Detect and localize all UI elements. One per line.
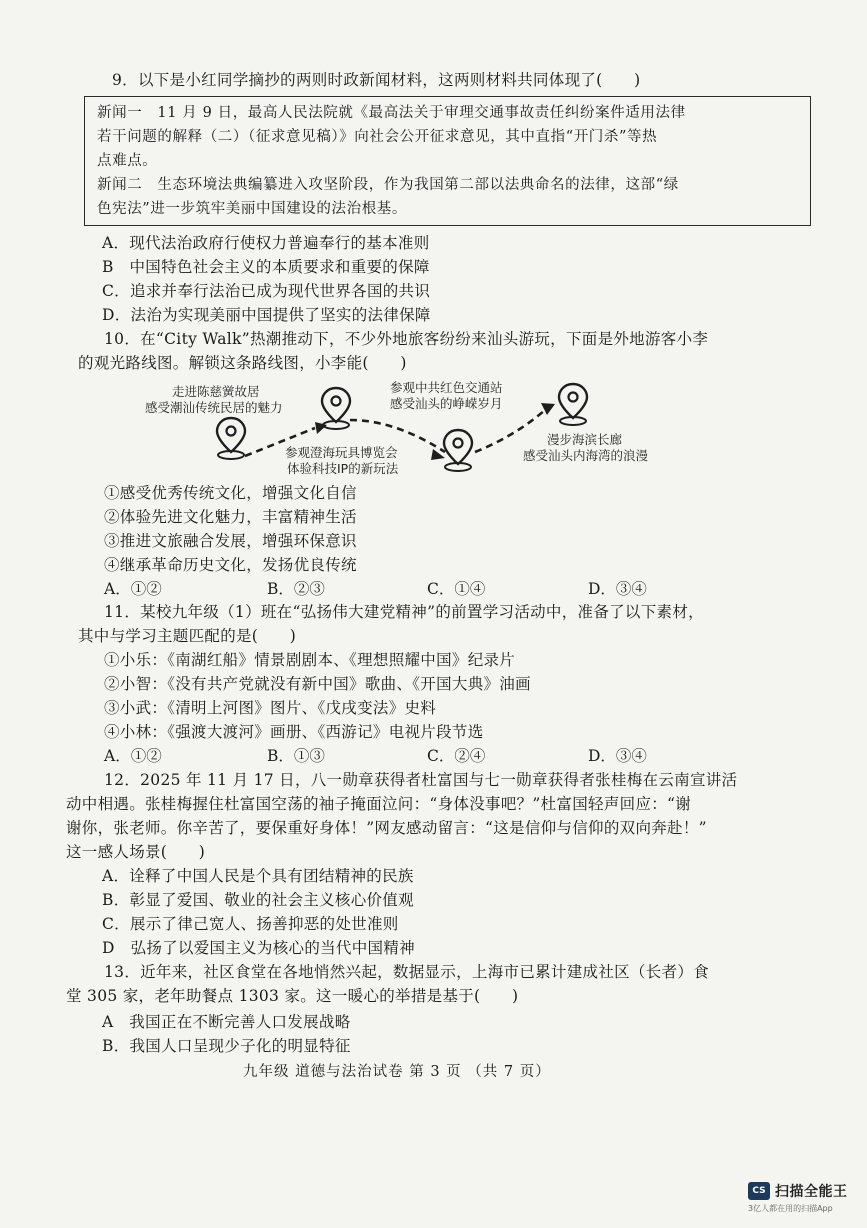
news-line: 若干问题的解释（二）（征求意见稿）》向社会公开征求意见，其中直指“开门杀”等热 bbox=[97, 129, 658, 145]
q12-option-b: B．彰显了爱国、敬业的社会主义核心价值观 bbox=[102, 891, 414, 909]
q10-item-2: ②体验先进文化魅力，丰富精神生活 bbox=[104, 508, 357, 526]
q13-option-b: B．我国人口呈现少子化的明显特征 bbox=[102, 1037, 351, 1055]
q10-stem-line1: 10．在“City Walk”热潮推动下，不少外地旅客纷纷来汕头游玩，下面是外地游客小李 bbox=[104, 330, 709, 348]
brand-name: 扫描全能王 bbox=[775, 1184, 848, 1200]
news-line: 新闻二 生态环境法典编纂进入攻坚阶段，作为我国第二部以法典命名的法律，这部“绿 bbox=[97, 177, 679, 193]
q11-choice-a: A．①② bbox=[104, 747, 162, 765]
q10-choice-c: C．①④ bbox=[427, 580, 486, 598]
q10-item-1: ①感受优秀传统文化，增强文化自信 bbox=[104, 484, 357, 502]
q12-option-a: A．诠释了中国人民是个具有团结精神的民族 bbox=[102, 867, 414, 885]
location-pin-icon bbox=[217, 418, 245, 459]
brand-tagline: 3亿人都在用的扫描App bbox=[748, 1204, 833, 1213]
q11-item-4: ④小林：《强渡大渡河》画册、《西游记》电视片段节选 bbox=[104, 723, 484, 741]
q11-choice-d: D．③④ bbox=[588, 747, 647, 765]
news-line: 新闻一 11 月 9 日，最高人民法院就《最高法关于审理交通事故责任纠纷案件适用法律 bbox=[97, 105, 686, 121]
q11-choice-c: C．②④ bbox=[427, 747, 486, 765]
stop1-line1: 走进陈慈黉故居 bbox=[172, 384, 260, 399]
q12-line: 这一感人场景( ) bbox=[66, 843, 206, 861]
q11-stem-line1: 11．某校九年级（1）班在“弘扬伟大建党精神”的前置学习活动中，准备了以下素材， bbox=[104, 603, 704, 621]
q9-option-a: A．现代法治政府行使权力普遍奉行的基本准则 bbox=[102, 234, 430, 252]
q10-item-3: ③推进文旅融合发展，增强环保意识 bbox=[104, 532, 357, 550]
location-pin-icon bbox=[444, 430, 472, 471]
q9-stem: 9．以下是小红同学摘抄的两则时政新闻材料，这两则材料共同体现了( ) bbox=[112, 71, 641, 89]
stop4-line2: 感受汕头内海湾的浪漫 bbox=[523, 448, 649, 463]
q12-line: 谢你，张老师。你辛苦了，要保重好身体！”网友感动留言：“这是信仰与信仰的双向奔赴！” bbox=[66, 819, 707, 837]
q13-line2: 堂 305 家，老年助餐点 1303 家。这一暖心的举措是基于( ) bbox=[66, 987, 519, 1005]
q11-choice-b: B．①③ bbox=[267, 747, 325, 765]
stop1-line2: 感受潮汕传统民居的魅力 bbox=[145, 400, 283, 415]
stop3-line1: 参观中共红色交通站 bbox=[390, 380, 503, 395]
location-pin-icon bbox=[322, 388, 350, 429]
q11-item-3: ③小武：《清明上河图》图片、《戊戌变法》史料 bbox=[104, 699, 437, 717]
q12-line: 12．2025 年 11 月 17 日，八一勋章获得者杜富国与七一勋章获得者张桂梅在云南宣讲活 bbox=[104, 771, 738, 789]
q10-choice-d: D．③④ bbox=[588, 580, 647, 598]
scanner-watermark bbox=[748, 1181, 848, 1201]
q11-stem-line2: 其中与学习主题匹配的是( ) bbox=[78, 627, 297, 645]
page-footer: 九年级 道德与法治试卷 第 3 页 （共 7 页） bbox=[243, 1064, 551, 1080]
q11-item-2: ②小智：《没有共产党就没有新中国》歌曲、《开国大典》油画 bbox=[104, 675, 531, 693]
news-line: 色宪法”进一步筑牢美丽中国建设的法治根基。 bbox=[97, 201, 408, 217]
location-pin-icon bbox=[559, 384, 587, 425]
q12-line: 动中相遇。张桂梅握住杜富国空荡的袖子掩面泣问：“身体没事吧？”杜富国轻声回应：“谢 bbox=[66, 795, 692, 813]
q9-option-d: D．法治为实现美丽中国提供了坚实的法律保障 bbox=[102, 306, 431, 324]
q13-line1: 13．近年来，社区食堂在各地悄然兴起，数据显示，上海市已累计建成社区（长者）食 bbox=[104, 963, 709, 981]
stop4-line1: 漫步海滨长廊 bbox=[547, 432, 623, 447]
q9-option-b: B 中国特色社会主义的本质要求和重要的保障 bbox=[102, 258, 430, 276]
route-dash bbox=[475, 410, 545, 452]
q10-item-4: ④继承革命历史文化，发扬优良传统 bbox=[104, 556, 357, 574]
stop2-line1: 参观澄海玩具博览会 bbox=[285, 445, 398, 460]
news-box bbox=[84, 96, 811, 226]
route-map bbox=[145, 378, 675, 478]
q12-option-c: C．展示了律己宽人、扬善抑恶的处世准则 bbox=[102, 915, 399, 933]
q13-option-a: A 我国正在不断完善人口发展战略 bbox=[102, 1013, 351, 1031]
q10-stem-line2: 的观光路线图。解锁这条路线图，小李能( ) bbox=[78, 354, 407, 372]
news-line: 点难点。 bbox=[97, 153, 158, 169]
q9-option-c: C．追求并奉行法治已成为现代世界各国的共识 bbox=[102, 282, 431, 300]
q12-option-d: D 弘扬了以爱国主义为核心的当代中国精神 bbox=[102, 939, 415, 957]
q10-choice-a: A．①② bbox=[104, 580, 162, 598]
q11-item-1: ①小乐：《南湖红船》情景剧剧本、《理想照耀中国》纪录片 bbox=[104, 651, 516, 669]
stop3-line2: 感受汕头的峥嵘岁月 bbox=[390, 396, 503, 411]
stop2-line2: 体验科技IP的新玩法 bbox=[287, 461, 399, 476]
camscanner-logo-icon: CS bbox=[748, 1182, 770, 1200]
q10-choice-b: B．②③ bbox=[267, 580, 325, 598]
